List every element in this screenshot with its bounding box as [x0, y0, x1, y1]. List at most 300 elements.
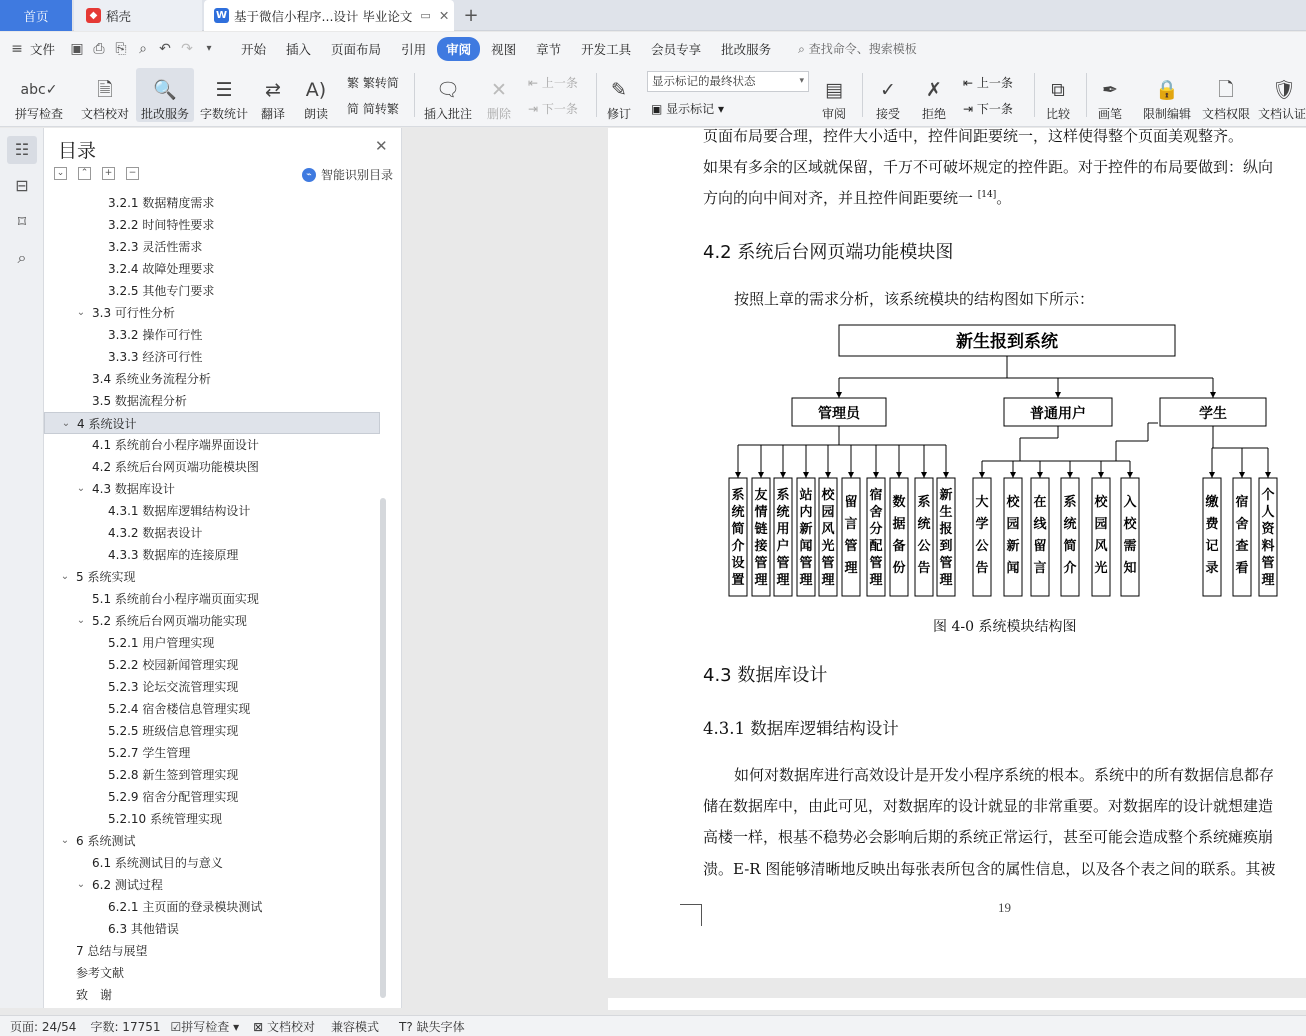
toc-item[interactable] — [44, 346, 380, 368]
tab-docer-label: 稻壳 — [106, 8, 132, 24]
delete-comment-label: 删除 — [486, 107, 511, 121]
module-label-char: 统 — [917, 517, 931, 532]
save-icon[interactable]: ▣ — [70, 40, 84, 57]
document-certify-button[interactable] — [1258, 68, 1306, 122]
page-corner-mark — [680, 904, 702, 926]
module-label-char: 闻 — [1006, 561, 1020, 576]
document-permission-label: 文档权限 — [1201, 107, 1250, 121]
review-pane-button[interactable] — [814, 68, 854, 122]
toc-item[interactable] — [44, 808, 380, 830]
module-label-char: 情 — [754, 505, 768, 520]
chapter-nav-icon[interactable]: ⊟ — [15, 176, 29, 195]
pen-icon: ✒ — [1102, 79, 1118, 101]
toc-item[interactable] — [44, 676, 380, 698]
tab-document[interactable] — [204, 0, 454, 31]
tab-restore-icon[interactable]: ▭ — [420, 9, 431, 22]
toc-item-label: 5.2.10 系统管理实现 — [108, 812, 222, 826]
next-comment-icon: ⇥ — [528, 102, 539, 116]
module-label-char: 公 — [975, 539, 989, 554]
arrow-head — [803, 472, 809, 478]
reject-button[interactable] — [914, 68, 954, 122]
arrow-head — [1127, 472, 1133, 478]
module-label-char: 看 — [1235, 561, 1249, 576]
module-label-char: 园 — [1094, 517, 1108, 532]
heading-4-2: 4.2 系统后台网页端功能模块图 — [703, 242, 954, 263]
module-label-char: 录 — [1205, 561, 1219, 576]
module-label-char: 备 — [892, 539, 906, 554]
toc-item-label: 5.2.9 宿舍分配管理实现 — [108, 790, 239, 804]
toc-item-label: 3.2.2 时间特性要求 — [108, 218, 215, 232]
paragraph-line: 如何对数据库进行高效设计是开发小程序系统的根本。系统中的所有数据信息都存 — [734, 766, 1275, 784]
toc-item[interactable] — [44, 610, 380, 632]
menu-item-layout[interactable]: 页面布局 — [331, 41, 382, 57]
module-label-char: 设 — [731, 556, 745, 571]
compare-button[interactable] — [1038, 68, 1078, 122]
chevron-down-icon: ▾ — [799, 76, 804, 86]
toc-item[interactable] — [44, 940, 380, 962]
remove-heading-icon[interactable]: − — [126, 167, 139, 180]
module-label-char: 简 — [1063, 539, 1077, 554]
diagram-label: 新生报到系统 — [956, 332, 1058, 352]
document-canvas-margin — [403, 128, 608, 1008]
toc-item-label: 6.1 系统测试目的与意义 — [92, 856, 223, 870]
toc-item[interactable] — [44, 544, 380, 566]
smart-toc-button[interactable] — [302, 166, 393, 183]
arrow-head — [848, 472, 854, 478]
menu-item-start[interactable]: 开始 — [241, 41, 267, 57]
traditional-to-simplified-button[interactable] — [347, 74, 399, 91]
module-label-char: 户 — [776, 539, 790, 554]
checkbox-icon: ☑ — [170, 1019, 182, 1034]
module-label-char: 管 — [776, 556, 790, 571]
next-change-label: 下一条 — [976, 102, 1013, 116]
lock-icon: 🔒 — [1155, 79, 1179, 101]
diagram-label: 普通用户 — [1030, 406, 1086, 422]
toc-item-label: 5.2.7 学生管理 — [108, 746, 191, 760]
arrow-head — [1055, 392, 1061, 398]
spell-check-label: 拼写检查 — [14, 107, 63, 121]
toc-item-label: 3.2.1 数据精度需求 — [108, 196, 215, 210]
toc-item[interactable] — [44, 258, 380, 280]
module-label-char: 闻 — [799, 539, 813, 554]
arrow-head — [943, 472, 949, 478]
arrow-head — [780, 472, 786, 478]
add-heading-icon[interactable]: + — [102, 167, 115, 180]
module-label-char: 份 — [892, 561, 906, 576]
toc-item-label: 5 系统实现 — [76, 570, 136, 584]
new-tab-icon[interactable]: + — [463, 5, 479, 26]
citation-ref[interactable]: [14] — [977, 190, 997, 200]
module-label-char: 置 — [731, 573, 745, 588]
toc-title: 目录 — [58, 140, 97, 162]
translate-button[interactable] — [254, 68, 292, 122]
module-label-char: 新 — [799, 522, 813, 537]
menu-item-chapter[interactable]: 章节 — [536, 41, 562, 57]
chevron-down-icon[interactable]: ⌄ — [76, 879, 86, 890]
module-label-char: 舍 — [869, 505, 883, 520]
toc-item[interactable] — [44, 698, 380, 720]
module-label-char: 统 — [1063, 517, 1077, 532]
toc-item[interactable] — [44, 720, 380, 742]
prev-change-label: 上一条 — [976, 76, 1013, 90]
menu-item-view[interactable]: 视图 — [491, 41, 517, 57]
smart-toc-icon: ⌁ — [302, 168, 316, 182]
word-count-icon: ☰ — [215, 79, 233, 101]
module-label-char: 友 — [754, 488, 768, 503]
close-icon[interactable]: ✕ — [375, 137, 388, 155]
module-label-char: 系 — [917, 495, 931, 510]
module-label-char: 宿 — [1235, 495, 1249, 510]
toc-item[interactable] — [44, 764, 380, 786]
module-label-char: 分 — [869, 522, 883, 537]
t2s-icon: 繁 — [347, 76, 360, 90]
module-label-char: 留 — [844, 495, 858, 510]
smart-toc-label: 智能识别目录 — [321, 168, 394, 182]
pen-button[interactable] — [1092, 68, 1128, 122]
menu-item-insert[interactable]: 插入 — [286, 41, 312, 57]
module-label-char: 需 — [1123, 539, 1137, 554]
toc-item[interactable] — [44, 852, 380, 874]
chevron-down-icon[interactable]: ⌄ — [60, 835, 70, 846]
module-label-char: 言 — [844, 517, 858, 532]
menu-file[interactable]: 文件 — [30, 41, 56, 57]
module-label-char: 光 — [821, 539, 835, 554]
arrow-head — [1210, 392, 1216, 398]
compare-icon: ⧉ — [1051, 79, 1065, 101]
toc-item-label: 5.2.2 校园新闻管理实现 — [108, 658, 239, 672]
insert-comment-label: 插入批注 — [423, 107, 472, 121]
document-proof-icon: 🗎 — [97, 79, 113, 101]
hamburger-icon[interactable]: ≡ — [11, 40, 23, 57]
toc-item[interactable] — [44, 522, 380, 544]
toc-item[interactable] — [44, 500, 380, 522]
arrow-head — [921, 472, 927, 478]
arrow-head — [1010, 472, 1016, 478]
chevron-down-icon[interactable]: ⌄ — [76, 615, 86, 626]
arrow-head — [1239, 472, 1245, 478]
toc-item-label: 6 系统测试 — [76, 834, 136, 848]
module-label-char: 在 — [1033, 495, 1047, 510]
markup-state-select[interactable] — [647, 71, 809, 92]
module-label-char: 校 — [1006, 495, 1020, 510]
undo-icon[interactable]: ↶ — [159, 40, 171, 57]
toc-item[interactable] — [44, 786, 380, 808]
word-count-indicator[interactable]: 字数: 17751 — [90, 1019, 161, 1034]
module-label-char: 言 — [1033, 561, 1047, 576]
module-label-char: 管 — [821, 556, 835, 571]
menu-item-devtools[interactable]: 开发工具 — [581, 41, 632, 57]
docer-icon: ◆ — [86, 8, 101, 23]
toc-item[interactable] — [44, 412, 380, 434]
module-label-char: 理 — [869, 573, 883, 588]
toc-scrollbar[interactable] — [380, 498, 386, 998]
arrow-head — [1209, 472, 1215, 478]
arrow-head — [836, 392, 842, 398]
module-label-char: 配 — [869, 539, 883, 554]
collapse-all-icon[interactable]: ⌄ — [54, 167, 67, 180]
module-label-char: 风 — [1094, 539, 1108, 554]
word-count-button[interactable] — [196, 68, 252, 122]
export-pdf-icon[interactable]: ⎙ — [93, 40, 105, 57]
prev-comment-label: 上一条 — [541, 76, 578, 90]
toc-item-label: 3.5 数据流程分析 — [92, 394, 187, 408]
toc-item-label: 3.2.5 其他专门要求 — [108, 284, 215, 298]
toc-item-label: 致 谢 — [76, 988, 113, 1002]
module-label-char: 知 — [1123, 561, 1137, 576]
toc-item[interactable] — [44, 280, 380, 302]
paragraph-line — [703, 187, 1011, 208]
diagram-label: 管理员 — [818, 406, 860, 422]
menu-item-correct[interactable]: 批改服务 — [721, 41, 772, 57]
chevron-down-icon[interactable]: ⌄ — [76, 307, 86, 318]
toc-item-label: 5.2.8 新生签到管理实现 — [108, 768, 239, 782]
chevron-down-icon[interactable]: ⌄ — [61, 418, 71, 429]
module-label-char: 据 — [892, 517, 906, 532]
toc-item[interactable] — [44, 390, 380, 412]
module-label-char: 入 — [1123, 495, 1137, 510]
module-label-char: 新 — [1006, 539, 1020, 554]
next-page — [608, 998, 1306, 1010]
toc-item-label: 4.3 数据库设计 — [92, 482, 175, 496]
toc-item-label: 4.3.3 数据库的连接原理 — [108, 548, 239, 562]
expand-up-icon[interactable]: ⌃ — [78, 167, 91, 180]
module-label-char: 管 — [1261, 556, 1275, 571]
module-label-char: 报 — [939, 522, 953, 537]
module-label-char: 人 — [1261, 505, 1275, 520]
toc-item[interactable] — [44, 874, 380, 896]
toc-item-label: 3.3.3 经济可行性 — [108, 350, 203, 364]
toc-item-label: 5.2 系统后台网页端功能实现 — [92, 614, 247, 628]
module-label-char: 个 — [1261, 488, 1275, 503]
toc-item[interactable] — [44, 456, 380, 478]
read-aloud-button[interactable] — [296, 68, 336, 122]
module-label-char: 统 — [776, 505, 790, 520]
module-label-char: 查 — [1235, 539, 1249, 554]
toc-item-label: 6.2 测试过程 — [92, 878, 163, 892]
toc-item[interactable] — [44, 896, 380, 918]
toc-item[interactable] — [44, 962, 380, 984]
review-pane-label: 审阅 — [821, 107, 846, 121]
arrow-head — [1037, 472, 1043, 478]
spell-check-button[interactable] — [8, 68, 70, 122]
module-label-char: 园 — [1006, 517, 1020, 532]
toc-item-label: 5.2.5 班级信息管理实现 — [108, 724, 239, 738]
toc-item[interactable] — [44, 654, 380, 676]
toc-item-label: 4.3.1 数据库逻辑结构设计 — [108, 504, 251, 518]
compat-mode[interactable]: 兼容模式 — [331, 1019, 380, 1034]
module-label-char: 线 — [1033, 517, 1047, 532]
tab-close-icon[interactable]: ✕ — [438, 8, 450, 23]
toc-item[interactable] — [44, 302, 380, 324]
tab-home[interactable] — [0, 0, 72, 31]
toc-item[interactable] — [44, 236, 380, 258]
restrict-edit-button[interactable] — [1138, 68, 1196, 122]
paragraph-end: 。 — [996, 189, 1012, 207]
module-label-char: 理 — [821, 573, 835, 588]
correct-service-label: 批改服务 — [140, 107, 189, 121]
module-label-char: 系 — [1063, 495, 1077, 510]
correct-service-button[interactable] — [136, 68, 194, 122]
ribbon-divider — [596, 73, 597, 117]
arrow-head — [873, 472, 879, 478]
paragraph-text: 方向的向中间对齐，并且控件间距要统一 — [703, 189, 974, 207]
document-page — [608, 128, 1306, 978]
module-label-char: 理 — [776, 573, 790, 588]
toc-panel-icon[interactable]: ☷ — [7, 136, 37, 164]
translate-icon: ⇄ — [265, 79, 281, 101]
permission-icon: 🗋 — [1218, 79, 1234, 101]
menu-item-reference[interactable]: 引用 — [401, 41, 427, 57]
status-spell-check[interactable]: ☑拼写检查 ▾ — [170, 1019, 240, 1034]
missing-font-icon: T? — [399, 1019, 413, 1034]
arrow-head — [1067, 472, 1073, 478]
certify-icon: 🛡 — [1272, 79, 1297, 101]
toc-item[interactable] — [44, 478, 380, 500]
read-aloud-icon: A) — [305, 79, 327, 101]
toc-item[interactable] — [44, 918, 380, 940]
module-label-char: 风 — [821, 522, 835, 537]
delete-comment-button[interactable] — [480, 68, 518, 122]
show-markup-button[interactable]: ▣ 显示标记 ▾ — [651, 102, 725, 116]
toc-item-label: 5.1 系统前台小程序端页面实现 — [92, 592, 259, 606]
toc-item-label: 6.2.1 主页面的登录模块测试 — [108, 900, 263, 914]
document-permission-button[interactable] — [1198, 68, 1254, 122]
module-label-char: 到 — [939, 539, 953, 554]
next-change-icon: ⇥ — [963, 102, 974, 116]
toc-item-label: 4.1 系统前台小程序端界面设计 — [92, 438, 259, 452]
module-label-char: 告 — [917, 561, 931, 576]
tab-docer[interactable] — [74, 0, 202, 31]
next-comment-button[interactable] — [528, 100, 578, 117]
arrow-head — [825, 472, 831, 478]
translate-label: 翻译 — [260, 107, 285, 121]
status-proof-label: 文档校对 — [267, 1019, 316, 1034]
paragraph-line: 按照上章的需求分析，该系统模块的结构图如下所示： — [734, 290, 1095, 308]
status-bar — [0, 1015, 1306, 1036]
paragraph-line: 页面布局要合理，控件大小适中，控件间距要统一，这样使得整个页面美观整齐。 — [703, 127, 1244, 145]
toc-item-label: 5.2.3 论坛交流管理实现 — [108, 680, 239, 694]
quick-access-more-icon[interactable]: ▾ — [206, 43, 212, 54]
status-proof[interactable] — [253, 1018, 315, 1035]
menu-item-member[interactable]: 会员专享 — [651, 41, 702, 57]
ribbon-divider — [862, 73, 863, 117]
diagram-label: 学生 — [1199, 406, 1227, 422]
toc-item[interactable] — [44, 566, 380, 588]
toc-item-label: 6.3 其他错误 — [108, 922, 179, 936]
toc-item[interactable] — [44, 830, 380, 852]
print-preview-icon[interactable]: ⌕ — [139, 40, 147, 57]
proof-icon: ⊠ — [253, 1019, 264, 1034]
find-icon[interactable]: ⌕ — [17, 248, 27, 267]
print-icon[interactable]: ⎘ — [115, 40, 127, 57]
module-label-char: 接 — [754, 539, 768, 554]
toc-item-label: 3.3 可行性分析 — [92, 306, 175, 320]
toc-item[interactable] — [44, 588, 380, 610]
missing-font-label: 缺失字体 — [416, 1019, 465, 1034]
toc-item[interactable] — [44, 434, 380, 456]
tab-home-label: 首页 — [23, 8, 49, 24]
insert-comment-button[interactable] — [420, 68, 476, 122]
module-label-char: 新 — [939, 488, 953, 503]
toc-item[interactable] — [44, 192, 380, 214]
accept-icon: ✓ — [880, 79, 896, 101]
compare-label: 比较 — [1045, 107, 1070, 121]
module-label-char: 管 — [754, 556, 768, 571]
status-spell-label: 拼写检查 — [181, 1019, 230, 1034]
prev-change-button[interactable] — [963, 74, 1013, 91]
t2s-label: 繁转简 — [362, 76, 399, 90]
module-label-char: 管 — [939, 556, 953, 571]
track-changes-button[interactable] — [600, 68, 638, 122]
module-label-char: 告 — [975, 561, 989, 576]
menu-item-review[interactable]: 审阅 — [437, 37, 480, 61]
next-change-button[interactable] — [963, 100, 1013, 117]
module-label-char: 舍 — [1235, 517, 1249, 532]
ribbon-divider — [414, 73, 415, 117]
missing-font[interactable] — [399, 1018, 465, 1035]
chevron-down-icon[interactable]: ⌄ — [60, 571, 70, 582]
tab-bar — [0, 0, 1306, 31]
toc-item[interactable] — [44, 324, 380, 346]
redo-icon[interactable]: ↷ — [181, 40, 193, 57]
module-label-char: 用 — [776, 522, 790, 537]
markup-state-value: 显示标记的最终状态 — [652, 74, 756, 88]
toc-item-label: 5.2.4 宿舍楼信息管理实现 — [108, 702, 251, 716]
toc-item[interactable] — [44, 984, 380, 1006]
arrow-head — [735, 472, 741, 478]
toc-item[interactable] — [44, 742, 380, 764]
paragraph-line: 储在数据库中，由此可见，对数据库的设计就显的非常重要。对数据库的设计就想建造 — [703, 797, 1274, 815]
accept-button[interactable] — [868, 68, 908, 122]
arrow-head — [1098, 472, 1104, 478]
chevron-down-icon[interactable]: ⌄ — [76, 483, 86, 494]
toc-item-label: 4 系统设计 — [77, 417, 137, 431]
bookmark-icon[interactable]: ⌑ — [17, 212, 27, 231]
toc-item[interactable] — [44, 632, 380, 654]
toc-item[interactable] — [44, 368, 380, 390]
toc-panel — [44, 128, 402, 1008]
toc-item-label: 3.2.3 灵活性需求 — [108, 240, 203, 254]
module-label-char: 理 — [799, 573, 813, 588]
s2t-icon: 简 — [347, 102, 360, 116]
accept-label: 接受 — [875, 107, 900, 121]
prev-comment-button[interactable] — [528, 74, 578, 91]
module-label-char: 大 — [975, 495, 989, 510]
module-label-char: 站 — [799, 488, 813, 503]
show-markup-label: 显示标记 — [666, 102, 715, 116]
search-icon: ⌕ — [798, 42, 805, 56]
document-proof-button[interactable] — [76, 68, 134, 122]
module-label-char: 生 — [939, 505, 953, 520]
module-label-char: 介 — [1063, 561, 1077, 576]
module-label-char: 统 — [731, 505, 745, 520]
simplified-to-traditional-button[interactable] — [347, 100, 399, 117]
correct-service-icon: 🔍 — [153, 79, 177, 101]
module-label-char: 管 — [799, 556, 813, 571]
toc-item-label: 4.3.2 数据表设计 — [108, 526, 203, 540]
show-markup-icon: ▣ — [651, 102, 663, 116]
toc-item[interactable] — [44, 214, 380, 236]
command-search[interactable] — [798, 40, 917, 57]
module-label-char: 校 — [1094, 495, 1108, 510]
module-label-char: 校 — [1123, 517, 1137, 532]
page-indicator[interactable]: 页面: 24/54 — [10, 1019, 77, 1034]
document-proof-label: 文档校对 — [80, 107, 129, 121]
word-doc-icon: W — [215, 10, 228, 21]
toc-item-label: 3.2.4 故障处理要求 — [108, 262, 215, 276]
arrow-head — [979, 472, 985, 478]
module-label-char: 管 — [844, 539, 858, 554]
